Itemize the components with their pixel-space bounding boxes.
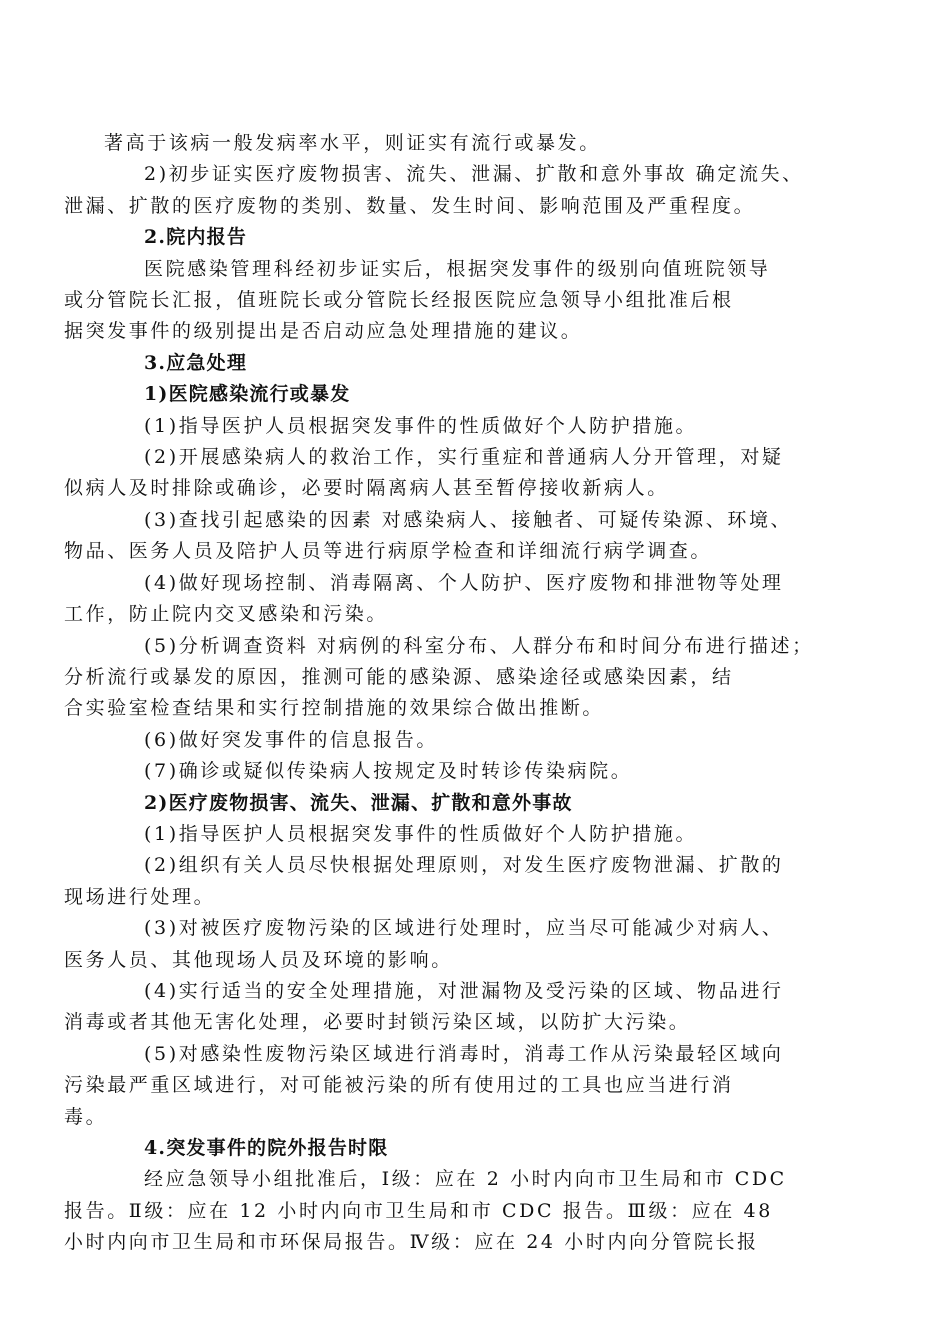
paragraph bbox=[104, 756, 816, 787]
text-line: 经应急领导小组批准后，Ⅰ级：应在 2 小时内向市卫生局和市 CDC bbox=[144, 1168, 787, 1191]
paragraph bbox=[64, 442, 816, 505]
text-line: 报告。Ⅱ级：应在 12 小时内向市卫生局和市 CDC 报告。Ⅲ级：应在 48 bbox=[64, 1199, 773, 1222]
text-line: 毒。 bbox=[64, 1105, 108, 1128]
paragraph bbox=[64, 913, 816, 976]
text-line: (2)开展感染病人的救治工作，实行重症和普通病人分开管理，对疑 bbox=[144, 446, 784, 469]
paragraph bbox=[104, 725, 816, 756]
text-line: 医务人员、其他现场人员及环境的影响。 bbox=[64, 948, 453, 971]
section-heading bbox=[104, 788, 816, 819]
text-line: (1)指导医护人员根据突发事件的性质做好个人防护措施。 bbox=[144, 414, 698, 437]
text-line: (3)对被医疗废物污染的区域进行处理时，应当尽可能减少对病人、 bbox=[144, 917, 784, 940]
text-line: (2)组织有关人员尽快根据处理原则，对发生医疗废物泄漏、扩散的 bbox=[144, 854, 784, 877]
text-line: (6)做好突发事件的信息报告。 bbox=[144, 728, 438, 751]
text-line: (4)做好现场控制、消毒隔离、个人防护、医疗废物和排泄物等处理 bbox=[144, 571, 784, 594]
paragraph bbox=[64, 631, 816, 725]
text-line: 物品、医务人员及陪护人员等进行病原学检查和详细流行病学调查。 bbox=[64, 540, 713, 563]
paragraph bbox=[64, 850, 816, 913]
text-line: 4.突发事件的院外报告时限 bbox=[144, 1137, 389, 1159]
text-line: (3)查找引起感染的因素 对感染病人、接触者、可疑传染源、环境、 bbox=[144, 508, 793, 531]
paragraph bbox=[64, 1039, 816, 1133]
section-heading bbox=[104, 379, 816, 410]
text-line: 消毒或者其他无害化处理，必要时封锁污染区域，以防扩大污染。 bbox=[64, 1011, 691, 1034]
text-line: (7)确诊或疑似传染病人按规定及时转诊传染病院。 bbox=[144, 760, 633, 783]
paragraph bbox=[64, 976, 816, 1039]
section-heading bbox=[104, 222, 816, 253]
paragraph bbox=[64, 254, 816, 348]
text-line: 2)医疗废物损害、流失、泄漏、扩散和意外事故 bbox=[144, 791, 573, 814]
text-line: 合实验室检查结果和实行控制措施的效果综合做出推断。 bbox=[64, 697, 605, 720]
text-line: 似病人及时排除或确诊，必要时隔离病人甚至暂停接收新病人。 bbox=[64, 477, 669, 500]
text-line: 2)初步证实医疗废物损害、流失、泄漏、扩散和意外事故 确定流失、 bbox=[144, 163, 804, 186]
paragraph bbox=[104, 819, 816, 850]
paragraph bbox=[104, 411, 816, 442]
text-line: 1)医院感染流行或暴发 bbox=[144, 383, 351, 406]
paragraph bbox=[64, 1164, 816, 1258]
text-line: (5)对感染性废物污染区域进行消毒时，消毒工作从污染最轻区域向 bbox=[144, 1042, 784, 1065]
document-page bbox=[64, 128, 816, 1259]
text-line: 污染最严重区域进行，对可能被污染的所有使用过的工具也应当进行消 bbox=[64, 1074, 734, 1097]
paragraph bbox=[104, 128, 816, 159]
text-line: 或分管院长汇报，值班院长或分管院长经报医院应急领导小组批准后根 bbox=[64, 289, 734, 312]
paragraph bbox=[64, 568, 816, 631]
text-line: 著高于该病一般发病率水平，则证实有流行或暴发。 bbox=[104, 132, 601, 154]
text-line: 据突发事件的级别提出是否启动应急处理措施的建议。 bbox=[64, 320, 583, 343]
text-line: 3.应急处理 bbox=[144, 351, 248, 374]
text-line: 小时内向市卫生局和市环保局报告。Ⅳ级：应在 24 小时内向分管院长报 bbox=[64, 1231, 759, 1254]
text-line: (4)实行适当的安全处理措施，对泄漏物及受污染的区域、物品进行 bbox=[144, 979, 784, 1002]
text-line: 工作，防止院内交叉感染和污染。 bbox=[64, 603, 389, 626]
section-heading bbox=[104, 1133, 816, 1164]
text-line: 分析流行或暴发的原因，推测可能的感染源、感染途径或感染因素，结 bbox=[64, 665, 734, 688]
paragraph bbox=[64, 505, 816, 568]
text-line: 医院感染管理科经初步证实后，根据突发事件的级别向值班院领导 bbox=[144, 257, 771, 280]
paragraph bbox=[64, 159, 816, 222]
section-heading bbox=[104, 348, 816, 379]
text-line: (1)指导医护人员根据突发事件的性质做好个人防护措施。 bbox=[144, 822, 698, 845]
text-line: (5)分析调查资料 对病例的科室分布、人群分布和时间分布进行描述； bbox=[144, 634, 814, 657]
text-line: 现场进行处理。 bbox=[64, 885, 216, 908]
text-line: 2.院内报告 bbox=[144, 226, 248, 249]
text-line: 泄漏、扩散的医疗废物的类别、数量、发生时间、影响范围及严重程度。 bbox=[64, 194, 756, 217]
